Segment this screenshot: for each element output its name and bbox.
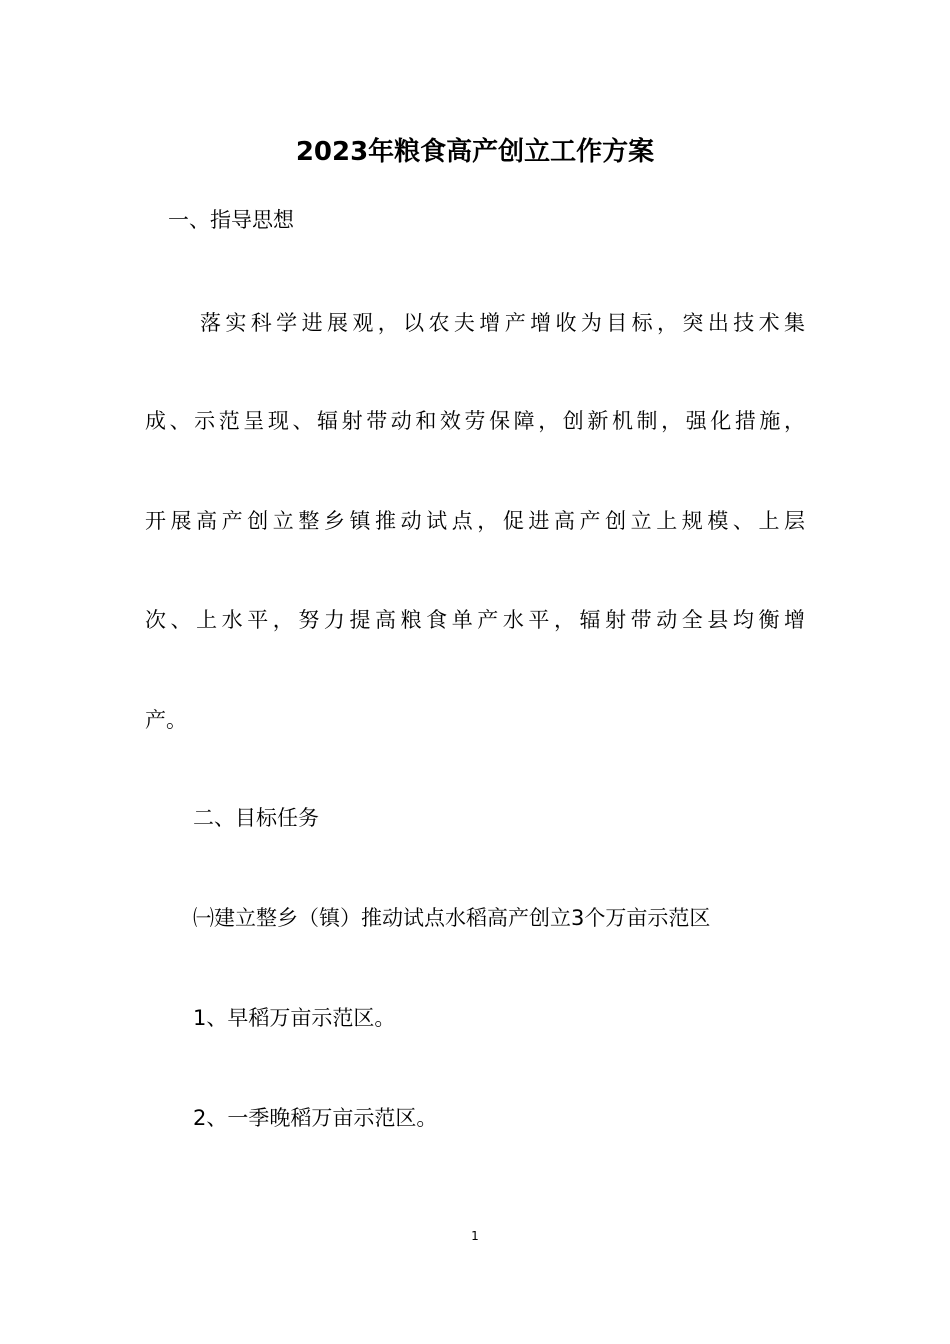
subsection-heading: ㈠建立整乡（镇）推动试点水稻高产创立3个万亩示范区 (193, 906, 711, 930)
paragraph-line: 落实科学进展观，以农夫增产增收为目标，突出技术集 (200, 311, 805, 335)
page-number: 1 (471, 1229, 479, 1243)
paragraph-line: 产。 (145, 708, 187, 732)
list-item: 1、早稻万亩示范区。 (193, 1006, 396, 1030)
section-heading-goals: 二、目标任务 (193, 806, 319, 830)
paragraph-line: 次、上水平，努力提高粮食单产水平，辐射带动全县均衡增 (145, 608, 805, 632)
document-title: 2023年粮食高产创立工作方案 (295, 137, 655, 167)
paragraph-line: 成、示范呈现、辐射带动和效劳保障，创新机制，强化措施， (145, 409, 805, 433)
section-heading-guiding-thought: 一、指导思想 (168, 208, 294, 232)
list-item: 2、一季晚稻万亩示范区。 (193, 1106, 438, 1130)
paragraph-line: 开展高产创立整乡镇推动试点，促进高产创立上规模、上层 (145, 509, 805, 533)
